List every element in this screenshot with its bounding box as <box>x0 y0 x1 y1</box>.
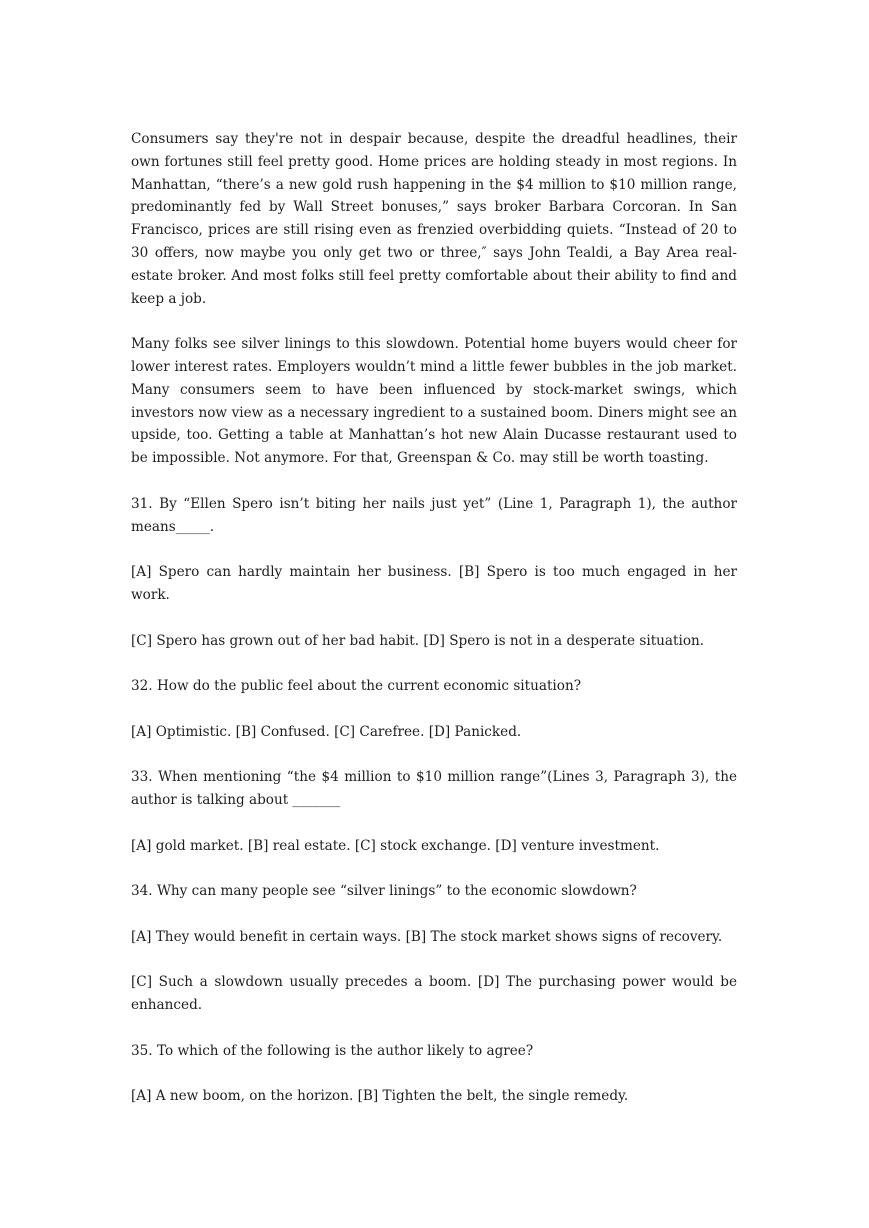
paragraph-gap <box>131 744 737 767</box>
paragraph-gap <box>131 1063 737 1086</box>
paragraph-gap <box>131 812 737 835</box>
question-options: [A] Optimistic. [B] Confused. [C] Carefree. [D] Panicked. <box>131 723 522 740</box>
paragraph-gap <box>131 310 737 333</box>
passage-paragraph: Many folks see silver linings to this slowdown. Potential home buyers would cheer for lower interest rates. Employers wouldn’t mind a little fewer bubbles in the job market. Many consumers seem to have been influenced by stock-market swings, which investors now view as a necessary ingredient to a sustained boom. Diners might see an upside, too. Getting a table at Manhattan’s hot new Alain Ducasse restaurant used to be impossible. Not anymore. For that, Greenspan & Co. may still be worth toasting. <box>131 336 737 467</box>
question-stem: 32. How do the public feel about the current economic situation? <box>131 678 582 695</box>
paragraph-gap <box>131 858 737 881</box>
document-page <box>131 128 737 1108</box>
paragraph-gap <box>131 470 737 493</box>
question-options: [A] A new boom, on the horizon. [B] Tighten the belt, the single remedy. <box>131 1088 629 1105</box>
question-stem: 31. By “Ellen Spero isn’t biting her nails just yet” (Line 1, Paragraph 1), the author means_____. <box>131 495 737 535</box>
paragraph-gap <box>131 903 737 926</box>
question-options: [C] Such a slowdown usually precedes a boom. [D] The purchasing power would be enhanced. <box>131 974 737 1014</box>
question-options: [A] They would benefit in certain ways. [B] The stock market shows signs of recovery. <box>131 928 723 945</box>
paragraph-gap <box>131 698 737 721</box>
question-options: [A] Spero can hardly maintain her business. [B] Spero is too much engaged in her work. <box>131 564 737 603</box>
question-stem: 35. To which of the following is the author likely to agree? <box>131 1042 534 1059</box>
paragraph-gap <box>131 538 737 561</box>
question-stem: 34. Why can many people see “silver linings” to the economic slowdown? <box>131 883 637 900</box>
question-stem: 33. When mentioning “the $4 million to $10 million range”(Lines 3, Paragraph 3), the author is talking about _______ <box>131 769 737 809</box>
question-options: [C] Spero has grown out of her bad habit. [D] Spero is not in a desperate situation. <box>131 632 705 649</box>
paragraph-gap <box>131 607 737 630</box>
passage-paragraph: Consumers say they're not in despair because, despite the dreadful headlines, their own fortunes still feel pretty good. Home prices are holding steady in most regions. In Manhattan, “there’s a new gold rush happening in the $4 million to $10 million range, predominantly fed by Wall Street bonuses,” says broker Barbara Corcoran. In San Francisco, prices are still rising even as frenzied overbidding quiets. “Instead of 20 to 30 offers, now maybe you only get two or three,″ says John Tealdi, a Bay Area real-estate broker. And most folks still feel pretty comfortable about their ability to find and keep a job. <box>131 131 737 307</box>
paragraph-gap <box>131 652 737 675</box>
question-options: [A] gold market. [B] real estate. [C] stock exchange. [D] venture investment. <box>131 837 660 854</box>
paragraph-gap <box>131 1017 737 1040</box>
paragraph-gap <box>131 949 737 972</box>
